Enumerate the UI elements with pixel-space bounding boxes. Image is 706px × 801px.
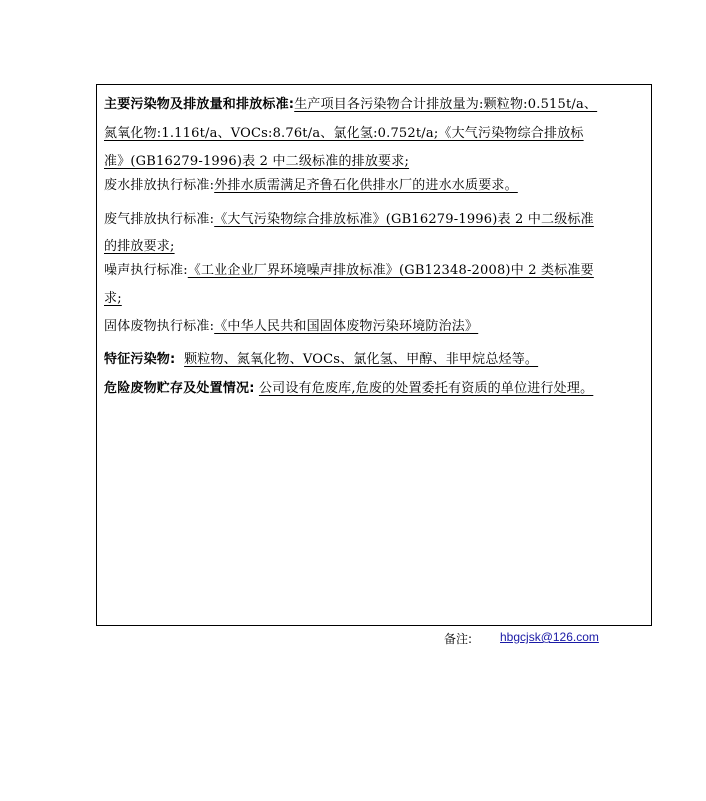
exhaust-value-2: 的排放要求;	[104, 239, 175, 254]
characteristic-value: 颗粒物、氮氧化物、VOCs、氯化氢、甲醇、非甲烷总烃等。	[184, 352, 539, 367]
noise-label: 噪声执行标准:	[104, 263, 188, 278]
note-label: 备注:	[444, 632, 473, 646]
exhaust-value-1: 《大气污染物综合排放标准》(GB16279-1996)表 2 中二级标准	[214, 212, 594, 227]
noise-value-2: 求;	[104, 291, 122, 306]
noise-line-1	[104, 259, 648, 278]
wastewater-line	[104, 174, 648, 193]
solid-waste-label: 固体废物执行标准:	[104, 319, 215, 334]
wastewater-value: 外排水质需满足齐鲁石化供排水厂的进水水质要求。	[214, 178, 518, 193]
pollutants-text-3: 准》(GB16279-1996)表 2 中二级标准的排放要求;	[104, 154, 410, 169]
characteristic-label: 特征污染物:	[104, 352, 176, 367]
noise-value-1: 《工业企业厂界环境噪声排放标准》(GB12348-2008)中 2 类标准要	[187, 263, 594, 278]
hazardous-value: 公司设有危废库,危废的处置委托有资质的单位进行处理。	[258, 381, 594, 396]
email-link[interactable]: hbgcjsk@126.com	[500, 630, 599, 644]
exhaust-line-1	[104, 208, 648, 227]
hazardous-label: 危险废物贮存及处置情况:	[104, 381, 255, 396]
pollutants-text-2: 氮氧化物:1.116t/a、VOCs:8.76t/a、氯化氢:0.752t/a;《大气污染物综合排放标	[104, 126, 584, 141]
wastewater-label: 废水排放执行标准:	[104, 178, 215, 193]
solid-waste-value: 《中华人民共和国固体废物污染环境防治法》	[214, 319, 479, 334]
hazardous-line	[104, 377, 648, 396]
pollutants-text-1: 生产项目各污染物合计排放量为:颗粒物:0.515t/a、	[294, 97, 598, 112]
pollutants-line-1	[104, 93, 648, 112]
solid-waste-line	[104, 315, 648, 334]
characteristic-line	[104, 348, 648, 367]
exhaust-label: 废气排放执行标准:	[104, 212, 215, 227]
pollutants-label: 主要污染物及排放量和排放标准:	[104, 97, 295, 112]
